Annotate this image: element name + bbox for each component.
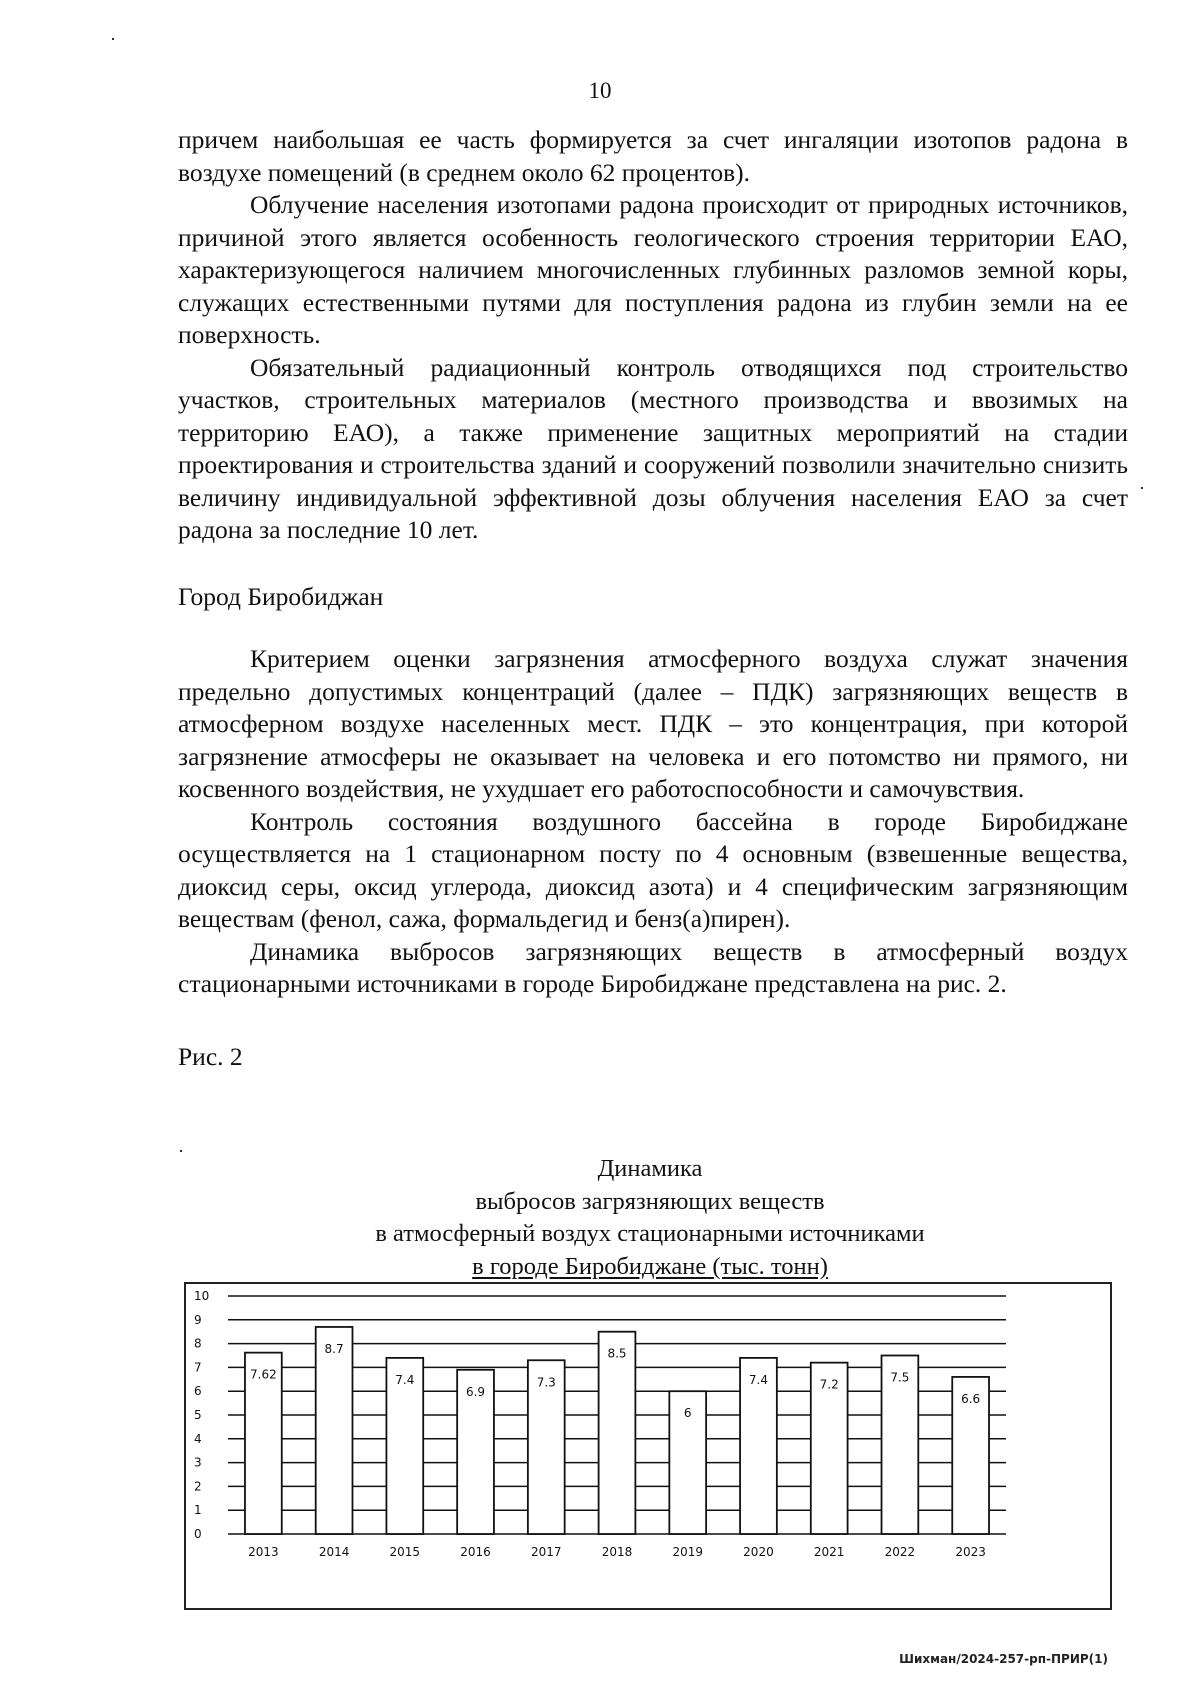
x-tick-label: 2020	[743, 1545, 774, 1559]
page-number: 10	[588, 78, 612, 103]
x-tick-label: 2017	[530, 1545, 562, 1559]
bar	[316, 1327, 353, 1534]
data-label: 6.6	[961, 1391, 981, 1406]
y-tick-label: 2	[194, 1479, 202, 1494]
data-label: 8.7	[324, 1341, 344, 1356]
y-tick-label: 9	[194, 1312, 202, 1327]
footer-code: Шихман/2024-257-рп-ПРИР(1)	[899, 1652, 1108, 1666]
scan-speck	[112, 38, 114, 40]
x-tick-label: 2019	[672, 1545, 704, 1559]
paragraph-3: Обязательный радиационный контроль отводящихся под строительство участков, строительных материалов (местного производства и ввозимых на территорию ЕАО), а также применение защитных мероприятий на стадии проектирования и строительства зданий и сооружений позволили значительно снизить величину индивидуальной эффективной дозы облучения населения ЕАО за счет радона за последние 10 лет.	[178, 352, 1128, 544]
bar	[599, 1332, 636, 1534]
y-tick-label: 1	[194, 1503, 202, 1518]
y-tick-label: 8	[194, 1336, 202, 1351]
x-tick-label: 2021	[813, 1545, 845, 1559]
y-tick-label: 7	[194, 1360, 202, 1375]
data-label: 7.3	[536, 1375, 556, 1390]
data-label: 7.4	[395, 1372, 415, 1387]
chart-title	[180, 1153, 1120, 1283]
y-tick-label: 5	[194, 1408, 202, 1422]
bar-chart	[186, 1284, 1110, 1608]
x-tick-label: 2013	[248, 1545, 279, 1559]
x-tick-label: 2016	[460, 1545, 491, 1559]
figure-label: Рис. 2	[178, 1041, 243, 1071]
data-label: 8.5	[607, 1346, 627, 1361]
chart-title-line-4: в городе Биробиджане (тыс. тонн)	[472, 1252, 828, 1280]
data-label: 7.5	[890, 1370, 910, 1385]
chart-frame	[184, 1282, 1112, 1610]
paragraph-2: Облучение населения изотопами радона происходит от природных источников, причиной этого является особенность геологического строения территории ЕАО, характеризующегося наличием многочисленных глубинных разломов земной коры, служащих естественными путями для поступления радона из глубин земли на ее поверхность.	[178, 190, 1128, 349]
paragraph-1: причем наибольшая ее часть формируется за счет ингаляции изотопов радона в воздухе помещений (в среднем около 62 процентов).	[178, 125, 1128, 187]
x-tick-label: 2015	[389, 1545, 421, 1559]
paragraph-6: Динамика выбросов загрязняющих веществ в атмосферный воздух стационарными источниками в городе Биробиджане представлена на рис. 2.	[178, 936, 1128, 998]
paragraph-5: Контроль состояния воздушного бассейна в городе Биробиджане осуществляется на 1 стационарном посту по 4 основным (взвешенные вещества, диоксид серы, оксид углерода, диоксид азота) и 4 специфическим загрязняющим веществам (фенол, сажа, формальдегид и бенз(а)пирен).	[178, 806, 1128, 933]
x-tick-label: 2014	[318, 1545, 350, 1559]
data-label: 7.4	[748, 1372, 769, 1387]
scan-speck	[180, 1150, 182, 1152]
y-tick-label: 6	[194, 1384, 202, 1399]
data-label: 6.9	[465, 1384, 486, 1399]
y-tick-label: 3	[194, 1455, 202, 1470]
scan-speck	[1141, 487, 1143, 489]
x-tick-label: 2023	[955, 1545, 986, 1559]
x-tick-label: 2018	[601, 1545, 633, 1559]
y-tick-label: 0	[194, 1527, 202, 1541]
chart-title-line-3: в атмосферный воздух стационарными источниками	[375, 1220, 925, 1247]
y-tick-label: 10	[194, 1289, 210, 1303]
data-label: 6	[683, 1406, 692, 1421]
x-tick-label: 2022	[884, 1545, 916, 1559]
paragraph-4: Критерием оценки загрязнения атмосферного воздуха служат значения предельно допустимых концентраций (далее – ПДК) загрязняющих веществ в атмосферном воздухе населенных мест. ПДК – это концентрация, при которой загрязнение атмосферы не оказывает на человека и его потомство ни прямого, ни косвенного воздействия, не ухудшает его работоспособности и самочувствия.	[178, 644, 1128, 803]
data-label: 7.62	[250, 1367, 277, 1382]
chart-title-line-2: выбросов загрязняющих веществ	[475, 1187, 825, 1215]
data-label: 7.2	[819, 1377, 839, 1392]
y-tick-label: 4	[194, 1431, 202, 1446]
chart-title-line-1: Динамика	[597, 1155, 703, 1182]
body-text	[178, 124, 1128, 1073]
section-heading: Город Биробиджан	[178, 581, 384, 611]
